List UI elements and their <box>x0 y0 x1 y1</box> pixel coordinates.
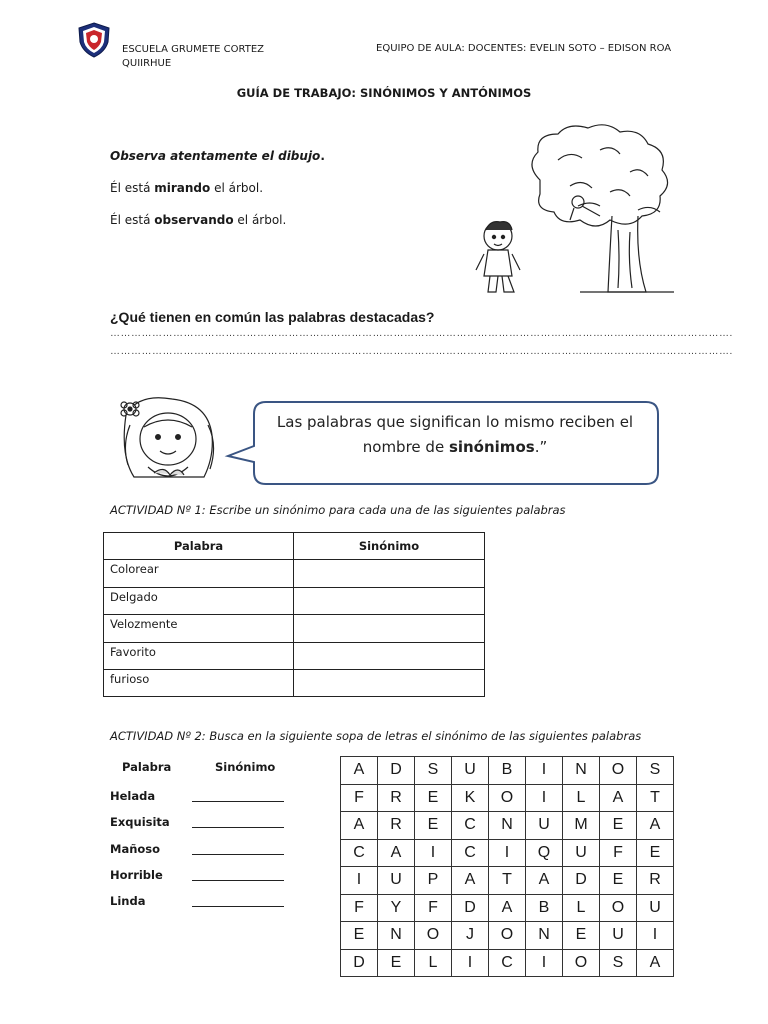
observe-instruction: Observa atentamente el dibujo. <box>110 149 325 163</box>
activity2-word: Helada <box>110 789 156 803</box>
grid-letter-cell[interactable]: C <box>489 949 526 977</box>
grid-letter-cell[interactable]: D <box>563 867 600 895</box>
grid-row <box>341 784 674 812</box>
grid-letter-cell[interactable]: I <box>526 949 563 977</box>
grid-letter-cell[interactable]: F <box>415 894 452 922</box>
grid-letter-cell[interactable]: A <box>489 894 526 922</box>
activity2-word: Horrible <box>110 868 163 882</box>
word-cell: Colorear <box>104 560 294 587</box>
grid-letter-cell[interactable]: O <box>489 922 526 950</box>
grid-letter-cell[interactable]: I <box>452 949 489 977</box>
grid-letter-cell[interactable]: K <box>452 784 489 812</box>
grid-letter-cell[interactable]: A <box>637 949 674 977</box>
grid-letter-cell[interactable]: U <box>637 894 674 922</box>
grid-letter-cell[interactable]: E <box>415 812 452 840</box>
word-cell: Velozmente <box>104 615 294 642</box>
synonym-answer-cell[interactable] <box>294 669 485 696</box>
grid-row <box>341 812 674 840</box>
synonym-answer-cell[interactable] <box>294 615 485 642</box>
grid-letter-cell[interactable]: S <box>415 757 452 785</box>
school-shield-logo <box>77 22 111 58</box>
page-title: GUÍA DE TRABAJO: SINÓNIMOS Y ANTÓNIMOS <box>236 86 532 100</box>
grid-letter-cell[interactable]: N <box>378 922 415 950</box>
grid-letter-cell[interactable]: A <box>637 812 674 840</box>
highlight-observando: observando <box>154 213 234 227</box>
grid-letter-cell[interactable]: O <box>600 894 637 922</box>
grid-letter-cell[interactable]: F <box>341 784 378 812</box>
word-cell: Favorito <box>104 642 294 669</box>
grid-letter-cell[interactable]: U <box>600 922 637 950</box>
grid-letter-cell[interactable]: N <box>526 922 563 950</box>
synonym-answer-cell[interactable] <box>294 642 485 669</box>
grid-letter-cell[interactable]: I <box>489 839 526 867</box>
grid-letter-cell[interactable]: Q <box>526 839 563 867</box>
grid-letter-cell[interactable]: N <box>563 757 600 785</box>
activity2-title: ACTIVIDAD Nº 2: Busca en la siguiente sopa de letras el sinónimo de las siguientes palabras <box>110 729 642 743</box>
classroom-team: EQUIPO DE AULA: DOCENTES: EVELIN SOTO – EDISON ROA <box>376 43 672 54</box>
sentence-mirando: Él está mirando el árbol. <box>110 181 264 195</box>
grid-letter-cell[interactable]: R <box>378 812 415 840</box>
highlight-mirando: mirando <box>154 181 211 195</box>
boy-and-tree-illustration <box>470 120 674 302</box>
grid-letter-cell[interactable]: E <box>415 784 452 812</box>
grid-letter-cell[interactable]: O <box>415 922 452 950</box>
grid-letter-cell[interactable]: I <box>637 922 674 950</box>
table-row <box>104 587 485 614</box>
sentence-observando: Él está observando el árbol. <box>110 213 287 227</box>
common-question: ¿Qué tienen en común las palabras destacadas? <box>110 309 435 325</box>
activity2-word: Mañoso <box>110 842 161 856</box>
table-header-palabra: Palabra <box>104 533 294 560</box>
grid-letter-cell[interactable]: U <box>378 867 415 895</box>
grid-row <box>341 922 674 950</box>
grid-row <box>341 867 674 895</box>
grid-letter-cell[interactable]: A <box>526 867 563 895</box>
grid-letter-cell[interactable]: F <box>341 894 378 922</box>
grid-letter-cell[interactable]: T <box>637 784 674 812</box>
activity2-header-palabra: Palabra <box>122 760 172 774</box>
activity2-word: Linda <box>110 894 146 908</box>
grid-letter-cell[interactable]: L <box>563 784 600 812</box>
grid-letter-cell[interactable]: E <box>563 922 600 950</box>
grid-letter-cell[interactable]: B <box>526 894 563 922</box>
grid-letter-cell[interactable]: R <box>637 867 674 895</box>
definition-line2: nombre de sinónimos.” <box>362 438 548 456</box>
school-name-line2: QUIIRHUE <box>122 58 172 69</box>
grid-letter-cell[interactable]: O <box>489 784 526 812</box>
answer-blank[interactable] <box>192 880 284 881</box>
table-row <box>104 669 485 696</box>
answer-blank[interactable] <box>192 906 284 907</box>
grid-letter-cell[interactable]: I <box>526 757 563 785</box>
grid-letter-cell[interactable]: A <box>378 839 415 867</box>
grid-letter-cell[interactable]: A <box>341 757 378 785</box>
grid-letter-cell[interactable]: S <box>637 757 674 785</box>
grid-letter-cell[interactable]: I <box>526 784 563 812</box>
girl-illustration <box>108 395 228 485</box>
observe-instruction-text: Observa atentamente el dibujo <box>110 149 321 163</box>
grid-letter-cell[interactable]: D <box>378 757 415 785</box>
definition-line1: Las palabras que significan lo mismo reciben el <box>276 413 634 431</box>
highlight-sinonimos: sinónimos <box>448 438 535 456</box>
grid-letter-cell[interactable]: E <box>378 949 415 977</box>
grid-letter-cell[interactable]: O <box>563 949 600 977</box>
grid-letter-cell[interactable]: L <box>415 949 452 977</box>
word-cell: furioso <box>104 669 294 696</box>
grid-letter-cell[interactable]: E <box>637 839 674 867</box>
grid-letter-cell[interactable]: L <box>563 894 600 922</box>
answer-line-2: ……………………………………………………………………………………………………………………………………………………………. <box>110 346 733 357</box>
grid-letter-cell[interactable]: M <box>563 812 600 840</box>
table-header-row <box>104 533 485 560</box>
grid-letter-cell[interactable]: I <box>341 867 378 895</box>
grid-letter-cell[interactable]: A <box>341 812 378 840</box>
grid-letter-cell[interactable]: N <box>489 812 526 840</box>
synonym-answer-cell[interactable] <box>294 560 485 587</box>
table-row <box>104 615 485 642</box>
table-header-sinonimo: Sinónimo <box>294 533 485 560</box>
answer-line-1: ……………………………………………………………………………………………………………………………………………………………. <box>110 328 733 339</box>
grid-letter-cell[interactable]: A <box>452 867 489 895</box>
grid-letter-cell[interactable]: U <box>563 839 600 867</box>
grid-letter-cell[interactable]: U <box>452 757 489 785</box>
grid-letter-cell[interactable]: O <box>600 757 637 785</box>
grid-row <box>341 757 674 785</box>
grid-letter-cell[interactable]: S <box>600 949 637 977</box>
grid-letter-cell[interactable]: J <box>452 922 489 950</box>
grid-letter-cell[interactable]: Y <box>378 894 415 922</box>
grid-letter-cell[interactable]: D <box>452 894 489 922</box>
grid-letter-cell[interactable]: E <box>600 867 637 895</box>
grid-letter-cell[interactable]: A <box>600 784 637 812</box>
grid-letter-cell[interactable]: R <box>378 784 415 812</box>
school-name <box>122 43 264 71</box>
grid-letter-cell[interactable]: E <box>600 812 637 840</box>
activity1-title: ACTIVIDAD Nº 1: Escribe un sinónimo para cada una de las siguientes palabras <box>110 503 566 517</box>
synonym-definition <box>265 410 645 460</box>
answer-blank[interactable] <box>192 854 284 855</box>
grid-row <box>341 839 674 867</box>
activity2-header-sinonimo: Sinónimo <box>215 760 276 774</box>
school-name-line1: ESCUELA GRUMETE CORTEZ <box>122 44 265 55</box>
grid-letter-cell[interactable]: C <box>452 839 489 867</box>
table-row <box>104 642 485 669</box>
grid-row <box>341 894 674 922</box>
grid-letter-cell[interactable]: C <box>341 839 378 867</box>
grid-row <box>341 949 674 977</box>
synonym-answer-cell[interactable] <box>294 587 485 614</box>
grid-letter-cell[interactable]: I <box>415 839 452 867</box>
grid-letter-cell[interactable]: T <box>489 867 526 895</box>
grid-letter-cell[interactable]: F <box>600 839 637 867</box>
table-row <box>104 560 485 587</box>
grid-letter-cell[interactable]: U <box>526 812 563 840</box>
word-cell: Delgado <box>104 587 294 614</box>
grid-letter-cell[interactable]: E <box>341 922 378 950</box>
grid-letter-cell[interactable]: C <box>452 812 489 840</box>
answer-blank[interactable] <box>192 801 284 802</box>
activity1-table <box>103 532 485 697</box>
word-search-grid <box>340 756 674 977</box>
grid-letter-cell[interactable]: P <box>415 867 452 895</box>
answer-blank[interactable] <box>192 827 284 828</box>
grid-letter-cell[interactable]: B <box>489 757 526 785</box>
grid-letter-cell[interactable]: D <box>341 949 378 977</box>
activity2-word: Exquisita <box>110 815 170 829</box>
